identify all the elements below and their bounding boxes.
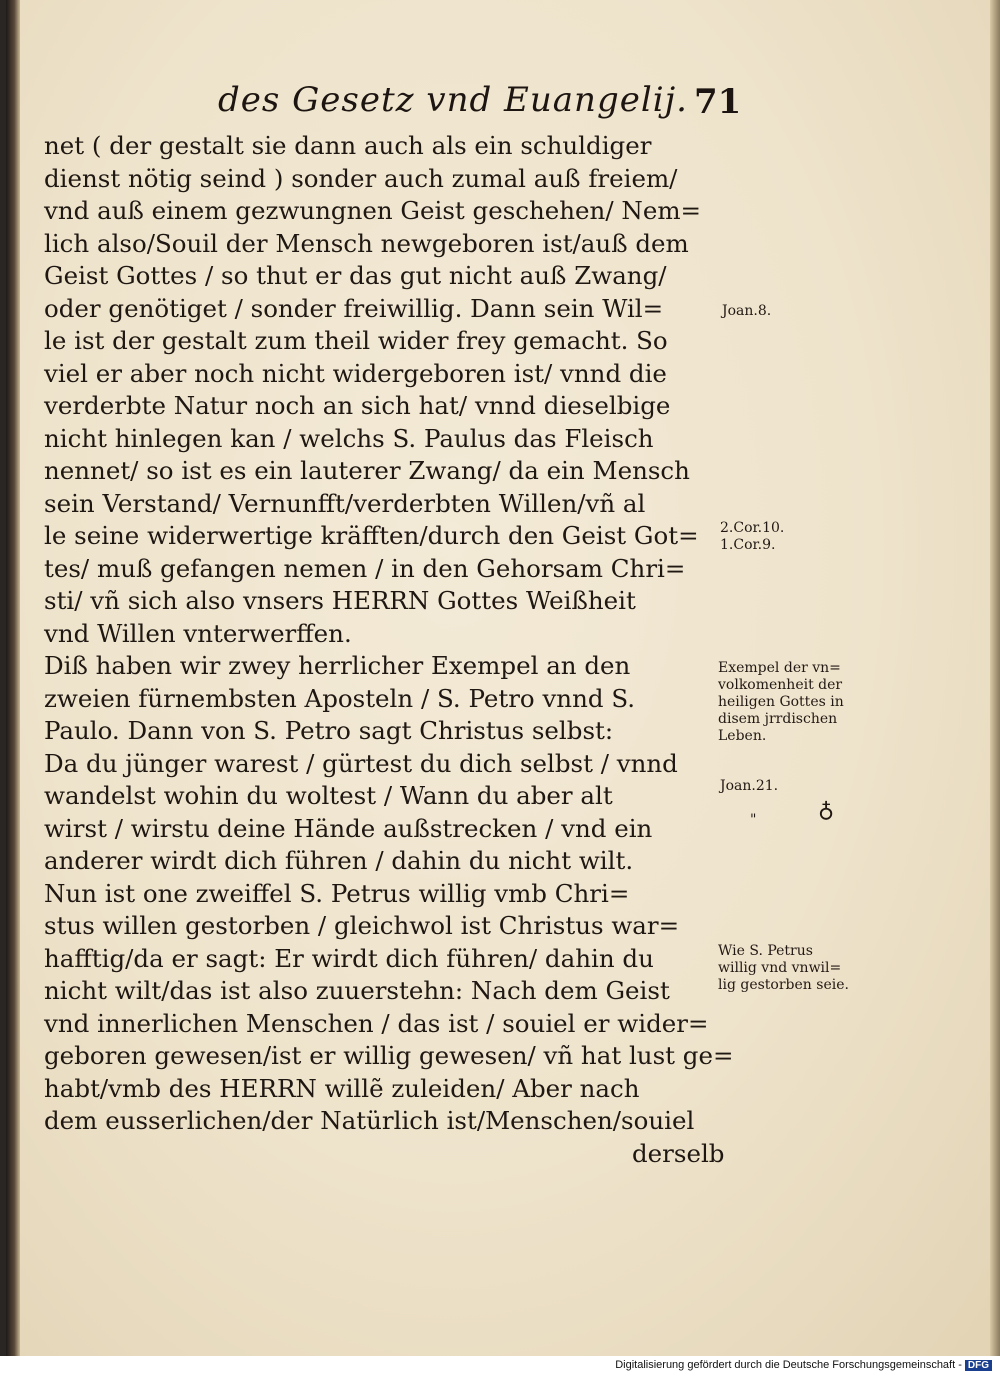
text-line: geboren gewesen/ist er willig gewesen/ vñ hat lust ge= bbox=[44, 1041, 734, 1070]
text-line: nicht wilt/das ist also zuuerstehn: Nach dem Geist bbox=[44, 976, 670, 1005]
text-line: le ist der gestalt zum theil wider frey gemacht. So bbox=[44, 326, 668, 355]
margin-quote-mark: " bbox=[750, 812, 757, 828]
text-line: Paulo. Dann von S. Petro sagt Christus selbst: bbox=[44, 716, 614, 745]
running-title: des Gesetz vnd Euangelij. bbox=[218, 80, 688, 120]
text-line: Nun ist one zweiffel S. Petrus willig vmb Chri= bbox=[44, 878, 630, 908]
dfg-footer bbox=[615, 1359, 992, 1373]
text-line: net ( der gestalt sie dann auch als ein schuldiger bbox=[44, 131, 652, 160]
margin-note-petrus: Wie S. Petrus willig vnd vnwil= lig gestorben seie. bbox=[718, 943, 849, 993]
text-line: nicht hinlegen kan / welchs S. Paulus das Fleisch bbox=[44, 423, 654, 453]
text-line: Da du jünger warest / gürtest du dich selbst / vnnd bbox=[44, 748, 678, 778]
text-line: le seine widerwertige kräfften/durch den Geist Got= bbox=[44, 521, 699, 550]
text-line: dem eusserlichen/der Natürlich ist/Menschen/souiel bbox=[44, 1106, 695, 1135]
page-binding-edge bbox=[6, 0, 20, 1356]
text-line: hafftig/da er sagt: Er wirdt dich führen/ dahin du bbox=[44, 943, 654, 973]
footer-text: Digitalisierung gefördert durch die Deutsche Forschungsgemeinschaft - bbox=[615, 1359, 962, 1371]
text-line: habt/vmb des HERRN willẽ zuleiden/ Aber nach bbox=[44, 1073, 640, 1103]
text-line: oder genötiget / sonder freiwillig. Dann sein Wil= bbox=[44, 293, 664, 323]
page-number: 71 bbox=[694, 82, 742, 122]
text-line: Diß haben wir zwey herrlicher Exempel an den bbox=[44, 651, 631, 680]
text-line: lich also/Souil der Mensch newgeboren ist/auß dem bbox=[44, 228, 689, 258]
text-line: wirst / wirstu deine Hände außstrecken / vnd ein bbox=[44, 813, 653, 843]
text-line: zweien fürnembsten Aposteln / S. Petro vnnd S. bbox=[44, 683, 636, 713]
margin-note-joan21: Joan.21. bbox=[720, 778, 779, 794]
text-line: dienst nötig seind ) sonder auch zumal auß freiem/ bbox=[44, 163, 678, 193]
margin-note-joan8: Joan.8. bbox=[722, 303, 772, 319]
text-line: Geist Gottes / so thut er das gut nicht auß Zwang/ bbox=[44, 261, 667, 290]
margin-note-exempel: Exempel der vn= volkomenheit der heiligen Gottes in disem jrrdischen Leben. bbox=[718, 660, 844, 744]
text-line: sti/ vñ sich also vnsers HERRN Gottes Weißheit bbox=[44, 586, 636, 615]
text-line: verderbte Natur noch an sich hat/ vnnd dieselbige bbox=[44, 391, 671, 420]
text-line: vnd innerlichen Menschen / das ist / souiel er wider= bbox=[44, 1008, 709, 1038]
text-line: vnd auß einem gezwungnen Geist geschehen/ Nem= bbox=[44, 196, 702, 225]
text-line: tes/ muß gefangen nemen / in den Gehorsam Chri= bbox=[44, 553, 686, 583]
text-line: stus willen gestorben / gleichwol ist Christus war= bbox=[44, 911, 680, 940]
dfg-logo: DFG bbox=[965, 1360, 992, 1371]
margin-note-cor: 2.Cor.10. 1.Cor.9. bbox=[720, 520, 785, 553]
text-line: nennet/ so ist es ein lauterer Zwang/ da ein Mensch bbox=[44, 456, 690, 485]
page-outer-edge bbox=[990, 0, 1000, 1356]
book-page bbox=[6, 0, 1000, 1356]
text-line: viel er aber noch nicht widergeboren ist/ vnnd die bbox=[44, 358, 667, 388]
text-line: anderer wirdt dich führen / dahin du nicht wilt. bbox=[44, 846, 634, 875]
text-line: vnd Willen vnterwerffen. bbox=[44, 618, 352, 648]
printer-ornament-icon: ♁ bbox=[818, 798, 835, 823]
text-line: wandelst wohin du woltest / Wann du aber alt bbox=[44, 781, 613, 810]
text-line: sein Verstand/ Vernunfft/verderbten Willen/vñ al bbox=[44, 488, 646, 518]
catchword: derselb bbox=[632, 1138, 725, 1168]
